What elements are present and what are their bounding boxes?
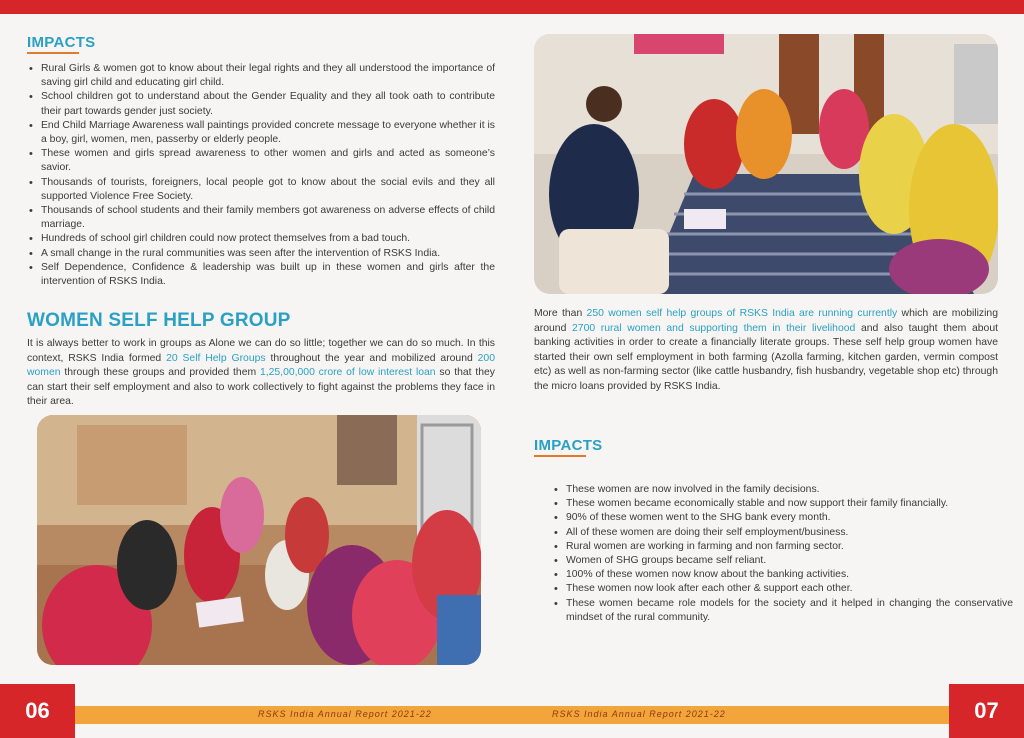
impact-item: • 90% of these women went to the SHG bank every month. bbox=[566, 511, 1013, 525]
impact-item: • These women became role models for the society and it helped in changing the conservative mindset of the rural community. bbox=[566, 597, 1013, 625]
impact-item: • Women of SHG groups became self reliant. bbox=[566, 554, 1013, 568]
photo-shg-training-session bbox=[534, 34, 998, 294]
footer-band bbox=[75, 706, 949, 724]
footer-left: RSKS India Annual Report 2021-22 bbox=[258, 709, 432, 719]
impact-item: • A small change in the rural communities was seen after the intervention of RSKS India. bbox=[41, 247, 495, 261]
impact-item: • Thousands of school students and their family members got awareness on adverse effects of child marriage. bbox=[41, 204, 495, 232]
impacts-list-left bbox=[27, 62, 495, 289]
impact-item: • Rural Girls & women got to know about their legal rights and they all understood the importance of saving girl child and educating girl child. bbox=[41, 62, 495, 90]
page-number-left: 06 bbox=[0, 684, 75, 738]
footer-right: RSKS India Annual Report 2021-22 bbox=[552, 709, 726, 719]
page-number-right: 07 bbox=[949, 684, 1024, 738]
impact-item: • Self Dependence, Confidence & leadership was built up in these women and girls after the intervention of RSKS India. bbox=[41, 261, 495, 289]
impact-item: • All of these women are doing their self employment/business. bbox=[566, 526, 1013, 540]
impact-item: • School children got to understand about the Gender Equality and they all took oath to contribute their part towards gender just society. bbox=[41, 90, 495, 118]
highlight-groups-running: 250 women self help groups of RSKS India are running currently bbox=[586, 308, 898, 319]
impacts-heading-right: IMPACTS bbox=[534, 437, 603, 454]
shg-status-paragraph: More than 250 women self help groups of RSKS India are running currently which are mobilizing around 2700 rural women and supporting them in their livelihood and also taught them about banking activities in order to create a financially literate groups. These self help group women have started their own self employment in both farming (Azolla farming, kitchen garden, vermin compost etc) as well as non-farming sector (like cattle husbandry, fish husbandry, vegetable shop etc) through the micro loans provided by RSKS India. bbox=[534, 308, 998, 392]
highlight-shg-count: 20 Self Help Groups bbox=[166, 352, 266, 364]
impact-item: • These women and girls spread awareness to other women and girls and acted as someone’s savior. bbox=[41, 147, 495, 175]
impact-item: • 100% of these women now know about the banking activities. bbox=[566, 568, 1013, 582]
impact-item: • Rural women are working in farming and non farming sector. bbox=[566, 540, 1013, 554]
impact-item: • These women now look after each other & support each other. bbox=[566, 582, 1013, 596]
impacts-list-right bbox=[552, 483, 1013, 625]
highlight-rural-women: 2700 rural women and supporting them in their livelihood bbox=[572, 322, 856, 334]
heading-underline-left bbox=[27, 52, 79, 54]
highlight-women-count: 200 women bbox=[27, 352, 495, 379]
impact-item: • These women are now involved in the family decisions. bbox=[566, 483, 1013, 497]
shg-paragraph: It is always better to work in groups as Alone we can do so little; together we can do so much. In this context, RSKS India formed 20 Self Help Groups throughout the year and mobilized around 200 women through these groups and provided them 1,25,00,000 crore of low interest loan so that they can start their self employment and also to work collectively to fight against the problems they face in their area. bbox=[27, 338, 495, 408]
highlight-loan-amount: 1,25,00,000 crore of low interest loan bbox=[259, 367, 436, 379]
heading-underline-right bbox=[534, 455, 586, 457]
top-red-bar bbox=[0, 0, 1024, 14]
shg-heading: WOMEN SELF HELP GROUP bbox=[27, 310, 291, 331]
impact-item: • Hundreds of school girl children could now protect themselves from a bad touch. bbox=[41, 232, 495, 246]
impact-item: • End Child Marriage Awareness wall paintings provided concrete message to everyone whether it is a boy, girl, women, men, passerby or elderly people. bbox=[41, 119, 495, 147]
impact-item: • Thousands of tourists, foreigners, local people got to know about the social evils and they all supported Violence Free Society. bbox=[41, 176, 495, 204]
impacts-heading-left: IMPACTS bbox=[27, 34, 96, 51]
photo-women-group-meeting bbox=[37, 415, 481, 665]
impact-item: • These women became economically stable and now support their family financially. bbox=[566, 497, 1013, 511]
